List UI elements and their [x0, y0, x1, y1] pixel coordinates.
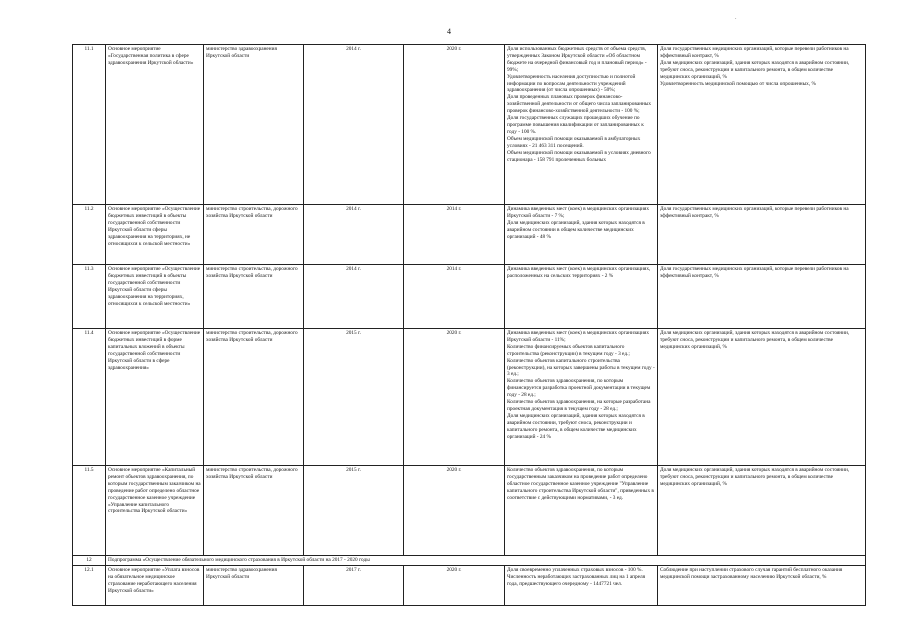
- indicators: [505, 329, 658, 466]
- indicators-line: Объем медицинской помощи оказываемой в амбулаторных условиях - 21 463 311 посещений.: [507, 135, 641, 149]
- activity-name: Основное мероприятие «Осуществление бюджетных инвестиций в объекты государственной собственности Иркутской области сферы здравоохранения на территориях, не относящихся к сельской местности»: [106, 205, 204, 265]
- activity-name: Основное мероприятие «Осуществление бюджетных инвестиций в форме капитальных вложений в объекты государственной собственности Иркутской области в сфере здравоохранения»: [106, 329, 204, 466]
- indicators-line: Динамика введенных мест (коек) в медицинских организациях Иркутской области - 11%;: [507, 330, 650, 343]
- goal-indicators-line: Удовлетворенность медицинской помощью от числа опрошенных, %: [660, 80, 816, 87]
- goal-indicators-line: Доля государственных медицинских организаций, которые перевели работников на эффективный контракт, %: [660, 46, 849, 59]
- start-year: 2014 г.: [304, 265, 404, 329]
- goal-indicators: [658, 45, 866, 205]
- indicators-line: Количество объектов капитального строительства (реконструкции), на которых завершены работы в текущем году - 3 ед.;: [507, 357, 655, 378]
- executor: министерство строительства, дорожного хозяйства Иркутской области: [204, 265, 304, 329]
- indicators: [505, 565, 658, 605]
- row-number: 12.1: [73, 565, 106, 605]
- indicators: [505, 205, 658, 265]
- start-year: 2014 г.: [304, 45, 404, 205]
- start-year: 2017 г.: [304, 565, 404, 605]
- goal-indicators: [658, 329, 866, 466]
- corner-mark: .: [735, 15, 737, 21]
- executor: министерство здравоохранения Иркутской области: [204, 565, 304, 605]
- goal-indicators-line: Доля государственных медицинских организаций, которые перевели работников на эффективный контракт, %: [660, 266, 849, 279]
- activity-name: Основное мероприятие «Государственная политика в сфере здравоохранения Иркутской области»: [106, 45, 204, 205]
- goal-indicators: [658, 565, 866, 605]
- indicators-line: Численность неработающих застрахованных лиц на 1 апреля года, предшествующего очередному - 1447721 чел.: [507, 573, 646, 587]
- goal-indicators-line: Доля медицинских организаций, здания которых находятся в аварийном состоянии, требуют сноса, реконструкции и капитального ремонта, в общем количестве медицинских организаций, %: [660, 59, 850, 80]
- page-number: 4: [447, 27, 451, 36]
- goal-indicators-line: Доля медицинских организаций, здания которых находятся в аварийном состоянии, требуют сноса, реконструкции и капитального ремонта, в общем количестве медицинских организаций, %: [660, 467, 850, 487]
- indicators-line: Доля своевременно уплаченных страховых взносов - 100 %.: [507, 566, 643, 573]
- indicators-line: Динамика введенных мест (коек) в медицинских организациях Иркутской области - 7 %;: [507, 206, 650, 219]
- end-year: 2020 г.: [404, 329, 505, 466]
- goal-indicators-line: Соблюдение при наступлении страхового случая гарантий бесплатного оказания медицинской помощи застрахованному населению Иркутской области, %: [660, 566, 843, 580]
- indicators-line: Динамика введенных мест (коек) в медицинских организациях, расположенных на сельских территориях - 2 %: [507, 266, 651, 279]
- indicators-line: Объем медицинской помощи оказываемой в условиях дневного стационара - 158 791 пролеченных больных: [507, 149, 651, 163]
- end-year: 2014 г.: [404, 265, 505, 329]
- section-row: [73, 556, 866, 566]
- table-row: [73, 466, 866, 556]
- executor: министерство строительства, дорожного хозяйства Иркутской области: [204, 329, 304, 466]
- end-year: 2014 г.: [404, 205, 505, 265]
- activity-name: Основное мероприятие «Уплата взносов на обязательное медицинское страхование неработающего населения Иркутской области»: [106, 565, 204, 605]
- indicators-line: Количество объектов здравоохранения, по которым финансируется разработка проектной документации в текущем году - 28 ед.;: [507, 378, 651, 399]
- indicators-line: Количество объектов здравоохранения, по которым государственным заказчиком на проведение работ определено областное государственное казенное учреждение "Управление капитального строительства Иркутской области", приведенных в соответствие с действующими нормативами, - 3 ед.: [507, 467, 654, 501]
- indicators: [505, 265, 658, 329]
- indicators-line: Доля использованных бюджетных средств от объема средств, утвержденных Законом Иркутской области «Об областном бюджете на очередной финансовый год и плановый период» - 99%;: [507, 46, 647, 73]
- executor: министерство здравоохранения Иркутской области: [204, 45, 304, 205]
- row-number: 11.3: [73, 265, 106, 329]
- goal-indicators: [658, 205, 866, 265]
- end-year: 2020 г.: [404, 565, 505, 605]
- goal-indicators: [658, 466, 866, 556]
- executor: министерство строительства, дорожного хозяйства Иркутской области: [204, 205, 304, 265]
- start-year: 2015 г.: [304, 329, 404, 466]
- end-year: 2020 г.: [404, 45, 505, 205]
- section-number: 12: [73, 556, 106, 566]
- table-row: [73, 45, 866, 205]
- indicators: [505, 45, 658, 205]
- indicators-line: Доля проведенных плановых проверок финансово-хозяйственной деятельности от общего числа запланированных проверок финансово-хозяйственной деятельности - 100 %;: [507, 94, 652, 115]
- table-row: [73, 205, 866, 265]
- table-row: [73, 329, 866, 466]
- activity-name: Основное мероприятие «Осуществление бюджетных инвестиций в объекты государственной собственности Иркутской области сферы здравоохранения на территориях, относящихся к сельской местности»: [106, 265, 204, 329]
- start-year: 2015 г.: [304, 466, 404, 556]
- indicators-line: Доля медицинских организаций, здания которых находятся в аварийном состоянии в общем количестве медицинских организаций - 48 %: [507, 219, 645, 240]
- indicators: [505, 466, 658, 556]
- end-year: 2020 г.: [404, 466, 505, 556]
- start-year: 2014 г.: [304, 205, 404, 265]
- activity-name: Основное мероприятие «Капитальный ремонт объектов здравоохранения, по которым государственным заказчиком на проведение работ определено областное государственное казенное учреждение «Управление капитального строительства Иркутской области»: [106, 466, 204, 556]
- indicators-line: Количество объектов здравоохранения, на которые разработана проектная документация в текущем году - 28 ед.;: [507, 399, 651, 412]
- goal-indicators-line: Доля государственных медицинских организаций, которые перевели работников на эффективный контракт, %: [660, 206, 849, 219]
- indicators-line: Доля медицинских организаций, здания которых находятся в аварийном состоянии, требуют сноса, реконструкции и капитального ремонта, в общем количестве медицинских организаций - 24 %: [507, 412, 645, 440]
- row-number: 11.5: [73, 466, 106, 556]
- row-number: 11.2: [73, 205, 106, 265]
- goal-indicators-line: Доля медицинских организаций, здания которых находятся в аварийном состоянии, требуют сноса, реконструкции и капитального ремонта, в общем количестве медицинских организаций, %: [660, 330, 850, 350]
- executor: министерство строительства, дорожного хозяйства Иркутской области: [204, 466, 304, 556]
- program-activities-table: [72, 44, 866, 606]
- goal-indicators: [658, 265, 866, 329]
- row-number: 11.1: [73, 45, 106, 205]
- indicators-line: Удовлетворенность населения доступностью и полнотой информации по вопросам деятельности учреждений здравоохранения (от числа опрошенных) - 50%;: [507, 73, 636, 94]
- indicators-line: Доля государственных служащих прошедших обучение по программе повышения квалификации от запланированных к году - 100 %.: [507, 115, 644, 135]
- row-number: 11.4: [73, 329, 106, 466]
- table-row: [73, 565, 866, 605]
- table-row: [73, 265, 866, 329]
- section-title: Подпрограмма «Осуществление обязательного медицинского страхования в Иркутской области на 2017 - 2020 годы: [106, 556, 866, 566]
- table-body: [73, 45, 866, 606]
- indicators-line: Количество финансируемых объектов капитального строительства (реконструкции) в текущем году - 3 ед.;: [507, 343, 630, 357]
